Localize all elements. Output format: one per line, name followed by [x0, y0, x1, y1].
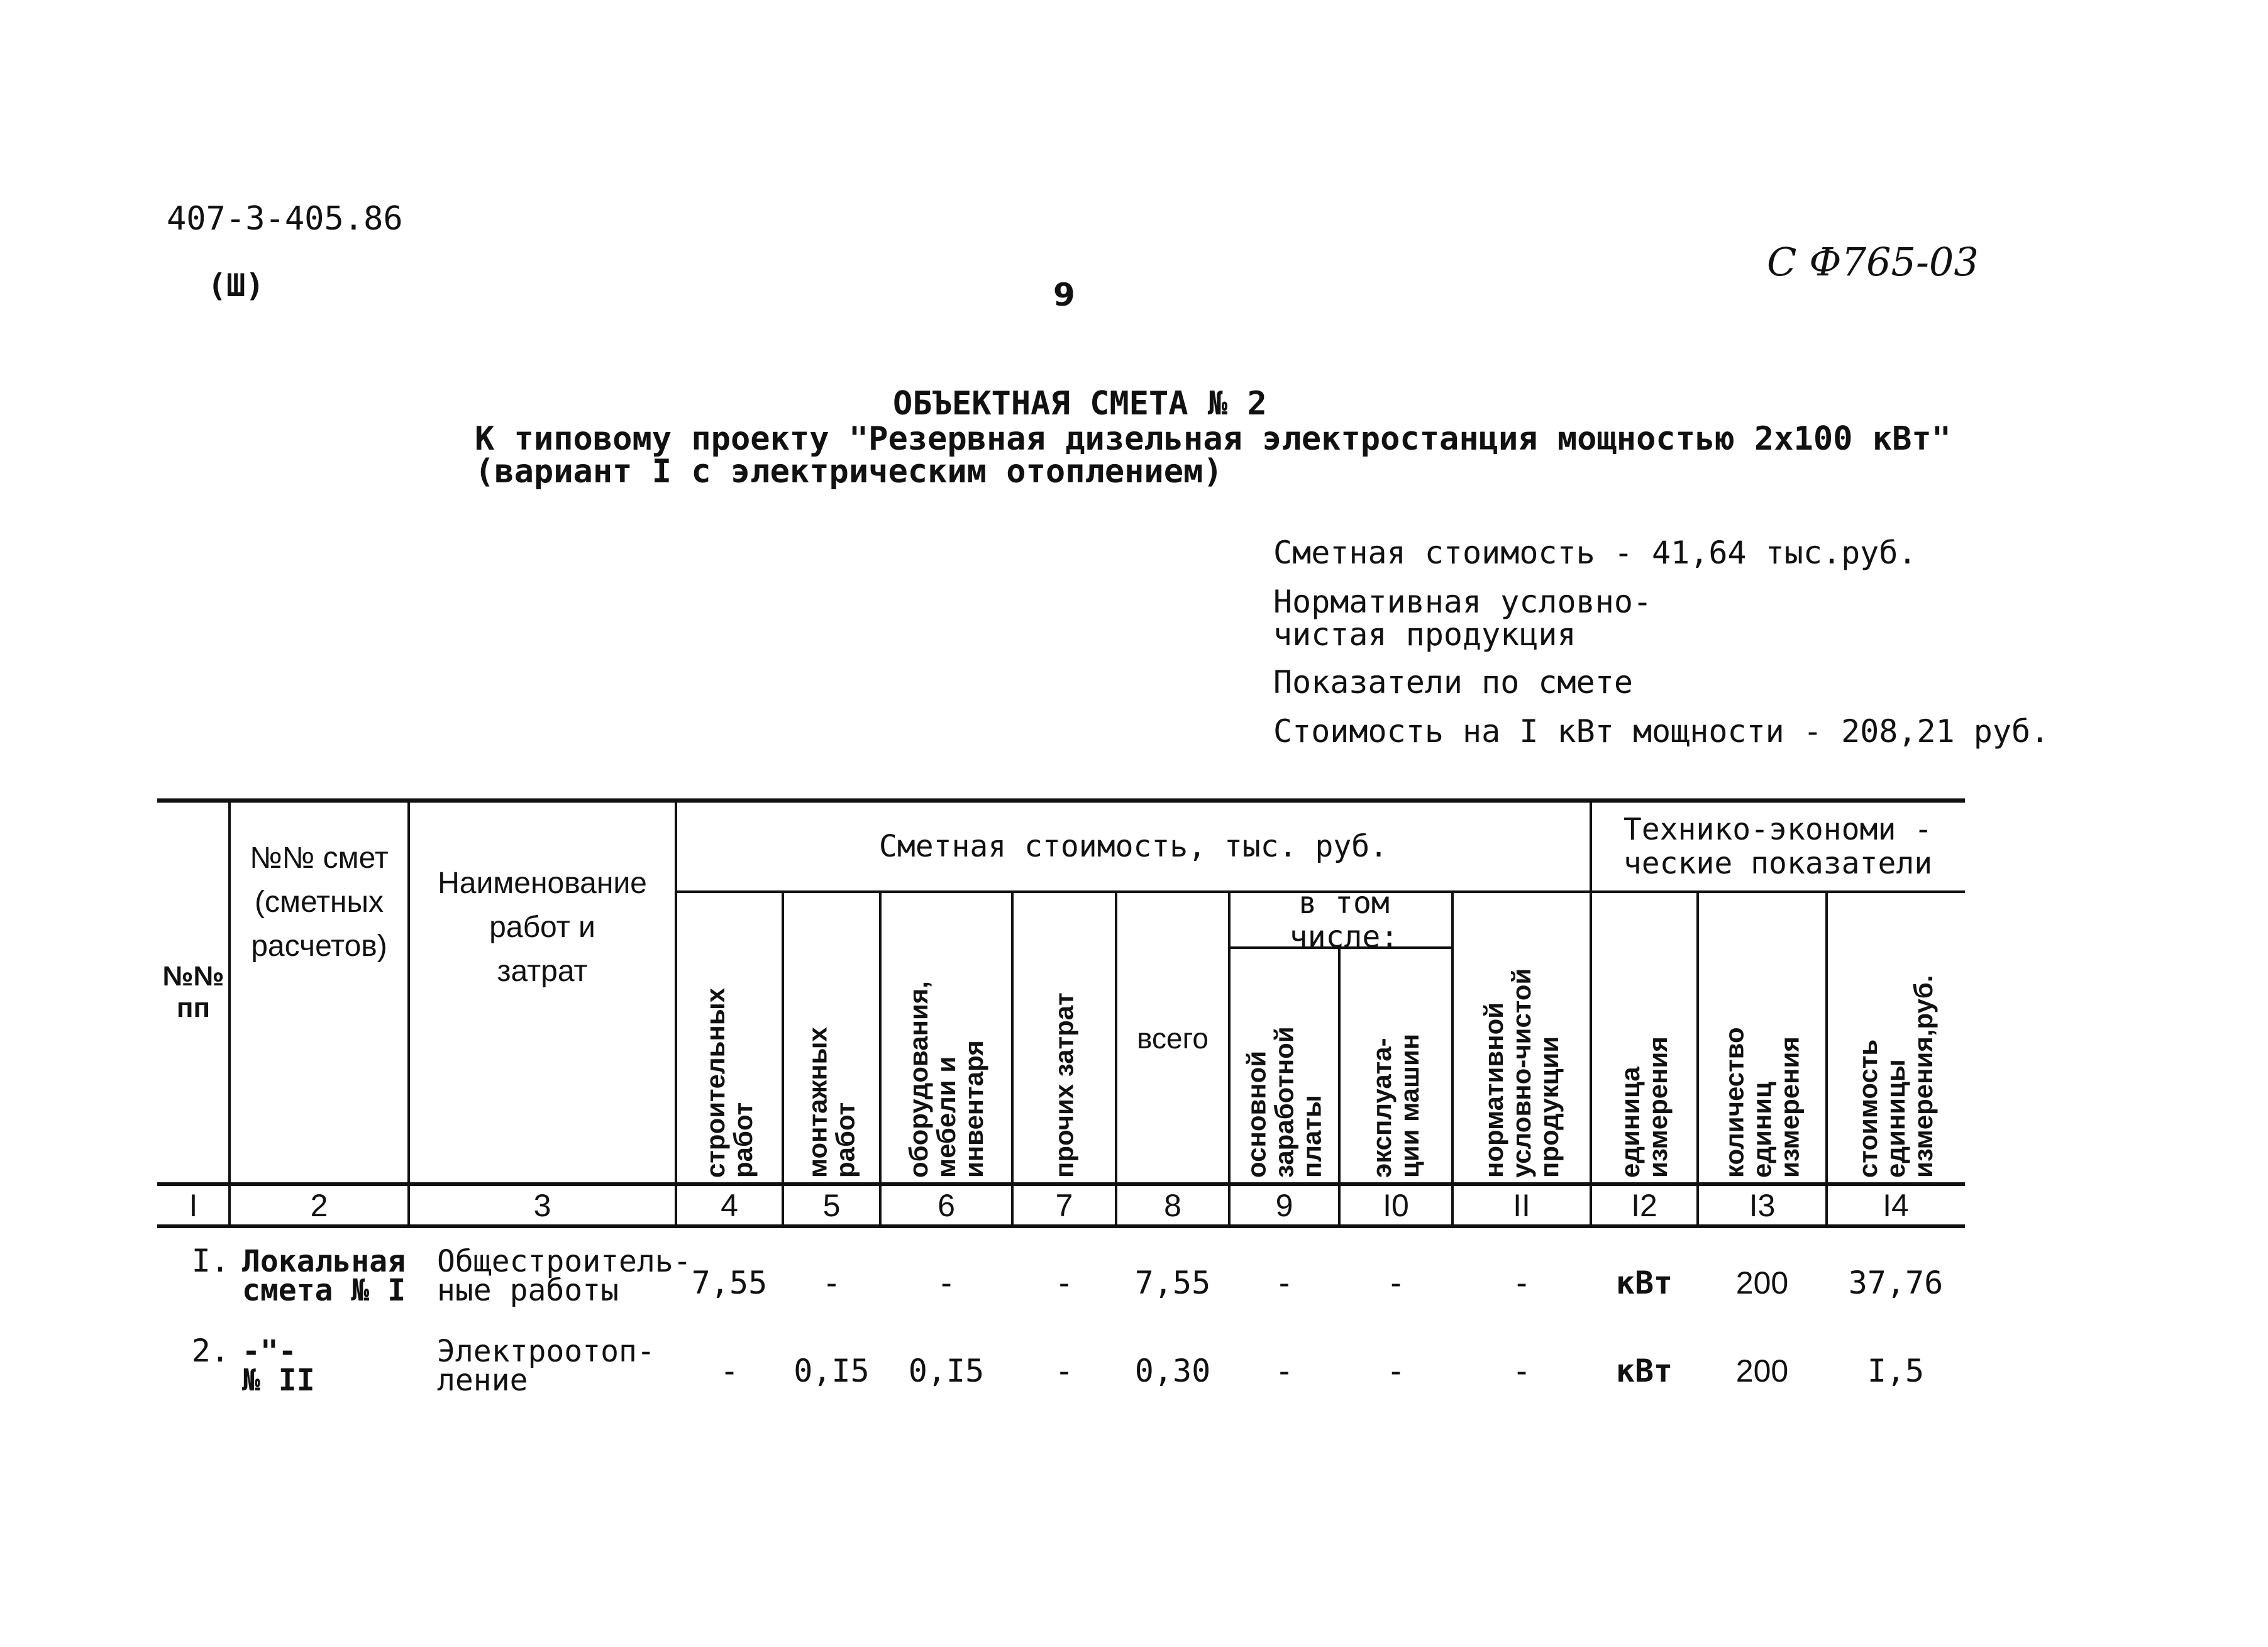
- document-part: (Ш): [207, 267, 265, 304]
- summary-block: [1273, 536, 2049, 764]
- row-2-col-9: -: [1275, 1353, 1294, 1389]
- column-number-3: 3: [533, 1187, 551, 1223]
- header-col-9: основной заработной платы: [1241, 1026, 1327, 1178]
- row-2-number: 2.: [191, 1333, 230, 1369]
- row-1-col-9: -: [1275, 1265, 1294, 1301]
- column-number-1: I: [189, 1187, 198, 1223]
- column-number-10: I0: [1383, 1187, 1409, 1223]
- handwritten-stamp: С Ф765-03: [1767, 239, 1979, 285]
- header-col-13: количество единиц измерения: [1719, 1027, 1805, 1178]
- column-number-4: 4: [721, 1187, 738, 1223]
- row-1-col-5: -: [822, 1265, 841, 1301]
- header-col-8: всего: [1137, 1021, 1209, 1055]
- row-2-col-13: 200: [1735, 1353, 1789, 1389]
- header-col-11: нормативной условно-чистой продукции: [1479, 968, 1564, 1178]
- row-1-col-13: 200: [1735, 1265, 1789, 1300]
- column-number-12: I2: [1631, 1187, 1657, 1223]
- row-2-col-11: -: [1512, 1353, 1532, 1389]
- column-number-7: 7: [1055, 1187, 1073, 1223]
- summary-product-line-2: чистая продукция: [1273, 616, 1576, 653]
- row-2-col-6: 0,I5: [908, 1353, 985, 1389]
- document-code: 407-3-405.86: [167, 200, 403, 238]
- header-subgroup: в том числе:: [1289, 885, 1399, 955]
- header-col-5: монтажных работ: [802, 1027, 860, 1178]
- row-1-col-10: -: [1386, 1265, 1406, 1301]
- header-col-7: прочих затрат: [1049, 992, 1079, 1178]
- subtitle-line-2: (вариант I с электрическим отоплением): [475, 453, 1223, 491]
- column-number-14: I4: [1883, 1187, 1909, 1223]
- row-1-col-14: 37,76: [1848, 1265, 1944, 1301]
- page-number: 9: [1053, 277, 1075, 313]
- row-1-col-7: -: [1054, 1265, 1074, 1301]
- row-1-col-8: 7,55: [1134, 1265, 1211, 1301]
- column-number-2: 2: [310, 1187, 328, 1223]
- row-1-col-11: -: [1512, 1265, 1532, 1301]
- row-1-col-12: кВт: [1615, 1265, 1673, 1301]
- summary-indicators: Показатели по смете: [1273, 664, 1633, 701]
- column-number-13: I3: [1749, 1187, 1776, 1223]
- row-2-col-8: 0,30: [1134, 1353, 1211, 1389]
- column-number-6: 6: [938, 1187, 955, 1223]
- header-col-6: оборудования, мебели и инвентаря: [904, 981, 988, 1178]
- summary-cost: Сметная стоимость - 41,64 тыс.руб.: [1273, 535, 1917, 571]
- summary-product: [1273, 585, 2049, 651]
- row-1-estimate: Локальная смета № I: [242, 1244, 406, 1308]
- header-col-3: Наименование работ и затрат: [438, 867, 647, 988]
- header-col-2: №№ смет (сметных расчетов): [250, 841, 389, 963]
- summary-product-line-1: Нормативная условно-: [1273, 584, 1652, 620]
- row-2-col-5: 0,I5: [794, 1353, 870, 1389]
- row-2-col-4: -: [719, 1353, 739, 1389]
- row-1-name: Общестроитель- ные работы: [437, 1244, 692, 1308]
- header-col-1: №№ пп: [162, 961, 224, 1023]
- row-2-col-10: -: [1386, 1353, 1406, 1389]
- row-2-col-12: кВт: [1615, 1353, 1673, 1389]
- row-2-col-7: -: [1054, 1353, 1074, 1389]
- header-col-4: строительных работ: [700, 987, 758, 1178]
- row-1-col-4: 7,55: [691, 1265, 768, 1301]
- estimate-title: ОБЪЕКТНАЯ СМЕТА № 2: [893, 385, 1267, 423]
- row-2-name: Электроотоп- ление: [437, 1334, 655, 1398]
- column-number-5: 5: [822, 1187, 841, 1223]
- header-group-cost: Сметная стоимость, тыс. руб.: [878, 828, 1388, 864]
- row-1-col-6: -: [936, 1265, 956, 1301]
- header-col-14: стоимость единицы измерения,руб.: [1853, 975, 1938, 1178]
- header-col-10: эксплуата- ции машин: [1367, 1033, 1424, 1178]
- row-2-col-14: I,5: [1867, 1353, 1925, 1389]
- row-2-estimate: -"- № II: [242, 1334, 315, 1398]
- estimate-subtitle: [475, 420, 1951, 491]
- column-number-11: II: [1513, 1187, 1530, 1223]
- summary-unit-cost: Стоимость на I кВт мощности - 208,21 руб.: [1273, 713, 2050, 750]
- header-group-tech: Технико-экономи - ческие показатели: [1623, 811, 1933, 881]
- header-col-12: единица измерения: [1615, 1036, 1673, 1178]
- column-number-9: 9: [1275, 1187, 1293, 1223]
- column-number-8: 8: [1164, 1187, 1181, 1223]
- row-1-number: I.: [191, 1243, 230, 1279]
- subtitle-line-1: К типовому проекту "Резервная дизельная электростанция мощностью 2x100 кВт": [475, 420, 1951, 458]
